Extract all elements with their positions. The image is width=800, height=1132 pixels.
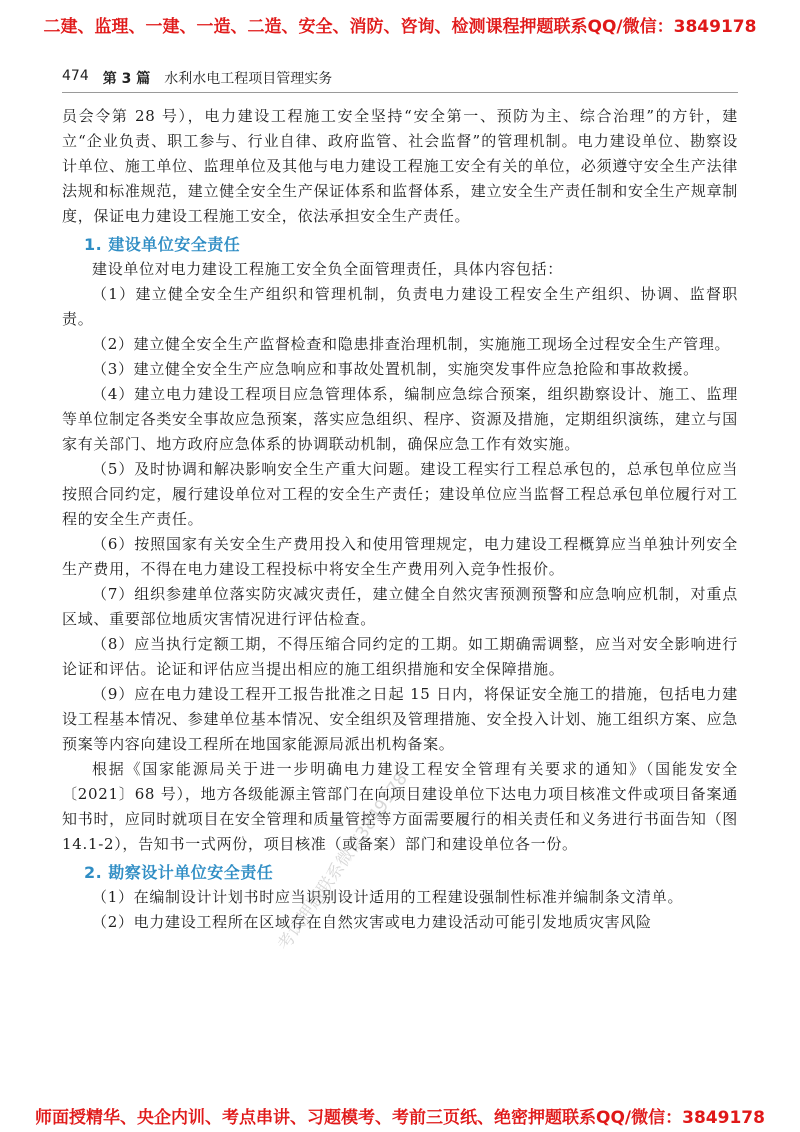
body-paragraph: （4）建立电力建设工程项目应急管理体系，编制应急综合预案，组织勘察设计、施工、监理等单位制定各类安全事故应急预案，落实应急组织、程序、资源及措施，定期组织演练，建立与国家有关部门、地方政府应急体系的协调联动机制，确保应急工作有效实施。 — [62, 385, 738, 453]
body-paragraph: （8）应当执行定额工期，不得压缩合同约定的工期。如工期确需调整，应当对安全影响进行论证和评估。论证和评估应当提出相应的施工组织措施和安全保障措施。 — [62, 635, 738, 678]
watermark: 考试押题联系微信3849178 — [274, 769, 412, 955]
body-paragraph: （6）按照国家有关安全生产费用投入和使用管理规定，电力建设工程概算应当单独计列安全生产费用，不得在电力建设工程投标中将安全生产费用列入竞争性报价。 — [62, 535, 738, 578]
body-paragraph: 根据《国家能源局关于进一步明确电力建设工程安全管理有关要求的通知》（国能发安全〔2021〕68 号），地方各级能源主管部门在向项目建设单位下达电力项目核准文件或项目备案通知书时，应同时就项目在安全管理和质量管控等方面需要履行的相关责任和义务进行书面告知（图 14.1-2），告知书一式两份，项目核准（或备案）部门和建设单位各一份。 — [62, 760, 738, 853]
page-number: 474 — [62, 68, 89, 84]
body-paragraph: （9）应在电力建设工程开工报告批准之日起 15 日内，将保证安全施工的措施，包括电力建设工程基本情况、参建单位基本情况、安全组织及管理措施、安全投入计划、施工组织方案、应急预案等内容向建设工程所在地国家能源局派出机构备案。 — [62, 685, 738, 753]
body-paragraph: （2）电力建设工程所在区域存在自然灾害或电力建设活动可能引发地质灾害风险 — [92, 913, 652, 931]
top-promo-banner: 二建、监理、一建、一造、二造、安全、消防、咨询、检测课程押题联系QQ/微信：3849178 — [43, 17, 757, 37]
running-head — [62, 68, 332, 88]
body-paragraph: （1）建立健全安全生产组织和管理机制，负责电力建设工程安全生产组织、协调、监督职责。 — [62, 285, 738, 328]
body-paragraph: （2）建立健全安全生产监督检查和隐患排查治理机制，实施施工现场全过程安全生产管理。 — [92, 335, 731, 353]
body-paragraph: 员会令第 28 号），电力建设工程施工安全坚持“安全第一、预防为主、综合治理”的方针，建立“企业负责、职工参与、行业自律、政府监管、社会监督”的管理机制。电力建设单位、勘察设计单位、施工单位、监理单位及其他与电力建设工程施工安全有关的单位，必须遵守安全生产法律法规和标准规范，建立健全安全生产保证体系和监督体系，建立安全生产责任制和安全生产规章制度，保证电力建设工程施工安全，依法承担安全生产责任。 — [62, 107, 738, 225]
body-paragraph: （7）组织参建单位落实防灾减灾责任，建立健全自然灾害预测预警和应急响应机制，对重点区域、重要部位地质灾害情况进行评估检查。 — [62, 585, 738, 628]
body-paragraph: （1）在编制设计计划书时应当识别设计适用的工程建设强制性标准并编制条文清单。 — [92, 888, 684, 906]
page-body — [62, 104, 738, 935]
header-divider — [62, 92, 738, 93]
body-paragraph: （5）及时协调和解决影响安全生产重大问题。建设工程实行工程总承包的，总承包单位应当按照合同约定，履行建设单位对工程的安全生产责任；建设单位应当监督工程总承包单位履行对工程的安全生产责任。 — [62, 460, 738, 528]
book-title: 水利水电工程项目管理实务 — [164, 71, 333, 87]
body-paragraph: （3）建立健全安全生产应急响应和事故处置机制，实施突发事件应急抢险和事故救援。 — [92, 360, 699, 378]
section-heading: 1. 建设单位安全责任 — [84, 235, 241, 254]
section-heading: 2. 勘察设计单位安全责任 — [84, 863, 274, 882]
bottom-promo-banner: 师面授精华、央企内训、考点串讲、习题模考、考前三页纸、绝密押题联系QQ/微信：3849178 — [35, 1108, 765, 1128]
chapter-label: 第 3 篇 — [102, 71, 151, 87]
body-paragraph: 建设单位对电力建设工程施工安全负全面管理责任，具体内容包括： — [92, 260, 564, 278]
